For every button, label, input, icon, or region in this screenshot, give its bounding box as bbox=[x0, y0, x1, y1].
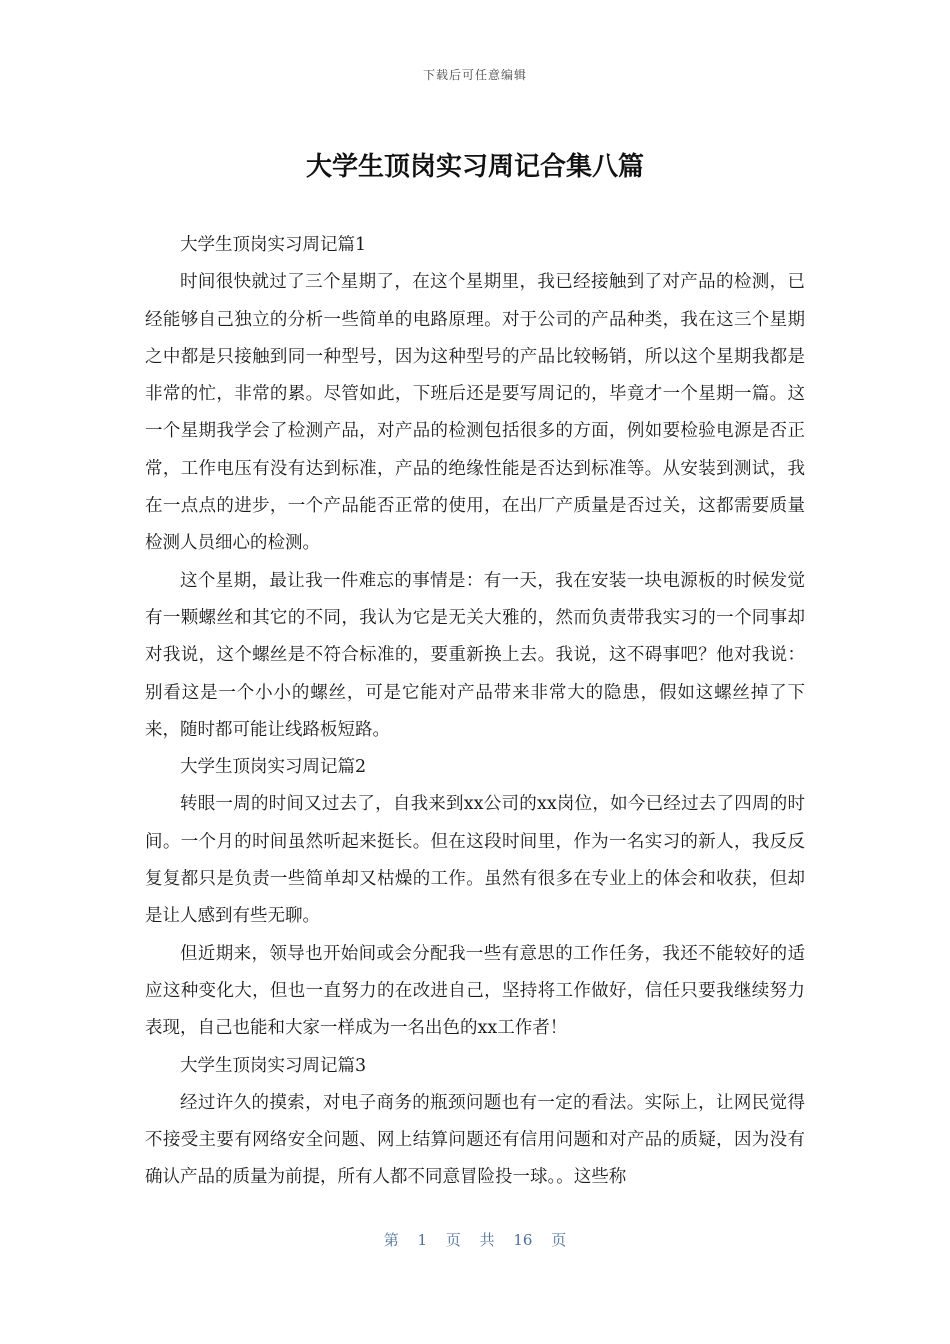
section-heading-2: 大学生顶岗实习周记篇2 bbox=[180, 757, 367, 778]
section-heading-3: 大学生顶岗实习周记篇3 bbox=[180, 1055, 367, 1076]
body-paragraph: 时间很快就过了三个星期了，在这个星期里，我已经接触到了对产品的检测，已经能够自己独立的分析一些简单的电路原理。对于公司的产品种类，我在这三个星期之中都是只接触到同一种型号，因为这种型号的产品比较畅销，所以这个星期我都是非常的忙，非常的累。尽管如此，下班后还是要写周记的，毕竟才一个星期一篇。这一个星期我学会了检测产品，对产品的检测包括很多的方面，例如要检验电源是否正常，工作电压有没有达到标准，产品的绝缘性能是否达到标准等。从安装到测试，我在一点点的进步，一个产品能否正常的使用，在出厂产质量是否过关，这都需要质量检测人员细心的检测。 bbox=[145, 272, 805, 554]
document-title: 大学生顶岗实习周记合集八篇 bbox=[305, 152, 644, 182]
body-paragraph: 但近期来，领导也开始间或会分配我一些有意思的工作任务，我还不能较好的适应这种变化大，但也一直努力的在改进自己，坚持将工作做好，信任只要我继续努力表现，自己也能和大家一样成为一名出色的xx工作者！ bbox=[145, 943, 805, 1039]
section-heading-1: 大学生顶岗实习周记篇1 bbox=[180, 235, 367, 255]
body-paragraph: 这个星期，最让我一件难忘的事情是：有一天，我在安装一块电源板的时候发觉有一颗螺丝和其它的不同，我认为它是无关大雅的，然而负责带我实习的一个同事却对我说，这个螺丝是不符合标准的，要重新换上去。我说，这不碍事吧？他对我说：别看这是一个小小的螺丝，可是它能对产品带来非常大的隐患，假如这螺丝掉了下来，随时都可能让线路板短路。 bbox=[145, 570, 805, 740]
page-header-note: 下载后可任意编辑 bbox=[422, 68, 527, 82]
body-paragraph: 经过许久的摸索，对电子商务的瓶颈问题也有一定的看法。实际上，让网民觉得不接受主要有网络安全问题、网上结算问题还有信用问题和对产品的质疑，因为没有确认产品的质量为前提，所有人都不同意冒险投一球。。这些称 bbox=[145, 1092, 805, 1188]
document-body bbox=[145, 227, 805, 1197]
page-number-footer: 第 1 页 共 16 页 bbox=[383, 1231, 567, 1249]
body-paragraph: 转眼一周的时间又过去了，自我来到xx公司的xx岗位，如今已经过去了四周的时间。一个月的时间虽然听起来挺长。但在这段时间里，作为一名实习的新人，我反反复复都只是负责一些简单却又枯燥的工作。虽然有很多在专业上的体会和收获，但却是让人感到有些无聊。 bbox=[145, 794, 805, 927]
